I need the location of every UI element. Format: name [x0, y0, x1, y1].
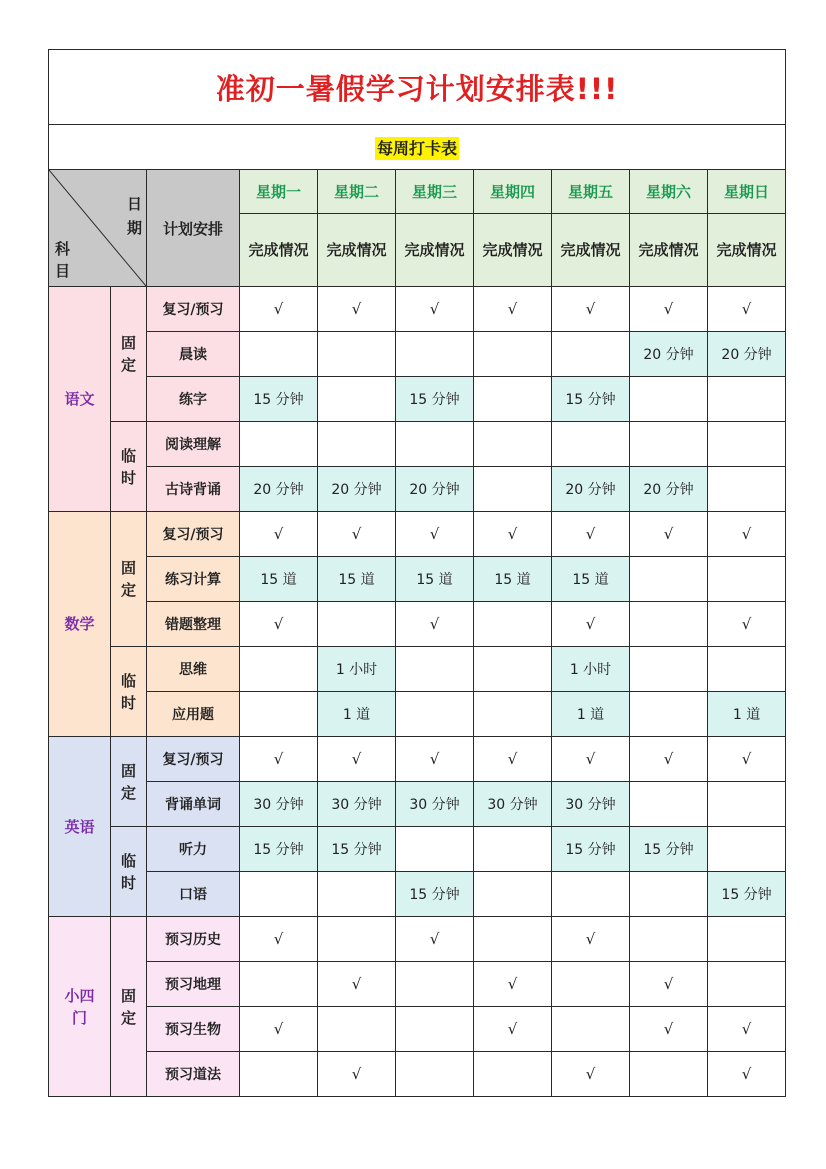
table-row	[49, 917, 786, 962]
schedule-cell	[396, 1052, 474, 1097]
table-row	[49, 287, 786, 332]
schedule-cell	[630, 647, 708, 692]
table-row	[49, 737, 786, 782]
group-label: 固 定	[111, 512, 147, 647]
table-row	[49, 782, 786, 827]
check-mark-cell: √	[630, 1007, 708, 1052]
check-mark-cell: √	[240, 287, 318, 332]
check-mark-cell: √	[396, 737, 474, 782]
table-row	[49, 377, 786, 422]
schedule-cell	[630, 872, 708, 917]
schedule-cell	[318, 377, 396, 422]
schedule-cell	[474, 422, 552, 467]
schedule-cell: 20 分钟	[240, 467, 318, 512]
group-label: 临 时	[111, 647, 147, 737]
schedule-cell	[474, 602, 552, 647]
check-mark-cell: √	[708, 287, 786, 332]
subtitle-cell	[49, 125, 786, 170]
schedule-cell	[474, 332, 552, 377]
schedule-cell	[474, 647, 552, 692]
schedule-cell	[396, 962, 474, 1007]
schedule-cell: 20 分钟	[708, 332, 786, 377]
check-mark-cell: √	[630, 737, 708, 782]
check-mark-cell: √	[474, 962, 552, 1007]
group-label: 固 定	[111, 287, 147, 422]
schedule-cell	[396, 1007, 474, 1052]
title-cell	[49, 50, 786, 125]
completion-status-header: 完成情况	[240, 214, 318, 287]
schedule-cell	[318, 602, 396, 647]
check-mark-cell: √	[396, 917, 474, 962]
schedule-cell: 15 道	[552, 557, 630, 602]
day-header: 星期日	[708, 170, 786, 214]
table-row	[49, 602, 786, 647]
check-mark-cell: √	[318, 962, 396, 1007]
check-mark-cell: √	[396, 512, 474, 557]
day-header: 星期三	[396, 170, 474, 214]
plan-item: 复习/预习	[147, 737, 240, 782]
check-mark-cell: √	[240, 1007, 318, 1052]
check-mark-cell: √	[708, 602, 786, 647]
plan-item: 预习地理	[147, 962, 240, 1007]
schedule-cell: 1 道	[318, 692, 396, 737]
schedule-cell	[708, 647, 786, 692]
check-mark-cell: √	[708, 737, 786, 782]
schedule-cell: 15 分钟	[552, 377, 630, 422]
check-mark-cell: √	[630, 287, 708, 332]
schedule-cell	[708, 917, 786, 962]
check-mark-cell: √	[474, 512, 552, 557]
schedule-cell	[630, 422, 708, 467]
table-row	[49, 467, 786, 512]
schedule-cell: 20 分钟	[630, 467, 708, 512]
plan-item: 预习道法	[147, 1052, 240, 1097]
schedule-cell	[708, 467, 786, 512]
schedule-cell	[474, 692, 552, 737]
schedule-cell: 15 分钟	[630, 827, 708, 872]
schedule-cell	[396, 692, 474, 737]
schedule-cell: 1 道	[552, 692, 630, 737]
check-mark-cell: √	[396, 287, 474, 332]
schedule-cell	[708, 557, 786, 602]
plan-item: 应用题	[147, 692, 240, 737]
check-mark-cell: √	[318, 287, 396, 332]
schedule-cell	[474, 872, 552, 917]
schedule-cell: 30 分钟	[318, 782, 396, 827]
subject-label: 小四 门	[49, 917, 111, 1097]
plan-item: 背诵单词	[147, 782, 240, 827]
completion-status-header: 完成情况	[630, 214, 708, 287]
group-label: 临 时	[111, 827, 147, 917]
schedule-cell: 20 分钟	[552, 467, 630, 512]
schedule-cell: 30 分钟	[552, 782, 630, 827]
schedule-cell: 1 小时	[552, 647, 630, 692]
schedule-cell	[396, 422, 474, 467]
schedule-cell	[474, 917, 552, 962]
completion-status-header: 完成情况	[474, 214, 552, 287]
completion-status-header: 完成情况	[396, 214, 474, 287]
plan-item: 练习计算	[147, 557, 240, 602]
schedule-cell: 30 分钟	[396, 782, 474, 827]
check-mark-cell: √	[630, 512, 708, 557]
subject-label: 语文	[49, 287, 111, 512]
plan-item: 预习生物	[147, 1007, 240, 1052]
corner-subject-label: 科 目	[55, 240, 71, 280]
plan-item: 口语	[147, 872, 240, 917]
schedule-cell	[708, 422, 786, 467]
check-mark-cell: √	[552, 602, 630, 647]
table-row	[49, 872, 786, 917]
table-row	[49, 422, 786, 467]
group-label: 固 定	[111, 737, 147, 827]
check-mark-cell: √	[240, 737, 318, 782]
table-row	[49, 692, 786, 737]
schedule-cell	[630, 1052, 708, 1097]
check-mark-cell: √	[474, 1007, 552, 1052]
plan-item: 练字	[147, 377, 240, 422]
schedule-cell: 1 道	[708, 692, 786, 737]
schedule-cell	[630, 917, 708, 962]
group-label: 临 时	[111, 422, 147, 512]
schedule-cell	[318, 1007, 396, 1052]
check-mark-cell: √	[630, 962, 708, 1007]
plan-header: 计划安排	[147, 170, 240, 287]
plan-item: 预习历史	[147, 917, 240, 962]
schedule-cell: 15 分钟	[396, 872, 474, 917]
schedule-cell	[474, 467, 552, 512]
schedule-cell	[630, 377, 708, 422]
schedule-cell: 30 分钟	[240, 782, 318, 827]
check-mark-cell: √	[552, 917, 630, 962]
page-title: 准初一暑假学习计划安排表!!!	[215, 71, 619, 106]
check-mark-cell: √	[240, 917, 318, 962]
schedule-cell	[240, 872, 318, 917]
check-mark-cell: √	[396, 602, 474, 647]
schedule-cell	[552, 332, 630, 377]
table-row	[49, 827, 786, 872]
completion-status-header: 完成情况	[552, 214, 630, 287]
day-header: 星期六	[630, 170, 708, 214]
schedule-cell	[474, 1052, 552, 1097]
plan-item: 思维	[147, 647, 240, 692]
schedule-cell	[630, 692, 708, 737]
plan-item: 阅读理解	[147, 422, 240, 467]
table-row	[49, 332, 786, 377]
completion-status-header: 完成情况	[708, 214, 786, 287]
check-mark-cell: √	[474, 287, 552, 332]
schedule-cell	[630, 602, 708, 647]
plan-item: 古诗背诵	[147, 467, 240, 512]
schedule-cell	[552, 962, 630, 1007]
completion-status-header: 完成情况	[318, 214, 396, 287]
plan-item: 听力	[147, 827, 240, 872]
day-header: 星期四	[474, 170, 552, 214]
check-mark-cell: √	[240, 602, 318, 647]
check-mark-cell: √	[708, 512, 786, 557]
check-mark-cell: √	[318, 1052, 396, 1097]
schedule-cell	[240, 647, 318, 692]
check-mark-cell: √	[552, 737, 630, 782]
corner-header	[49, 170, 147, 287]
table-row	[49, 962, 786, 1007]
table-row	[49, 1052, 786, 1097]
plan-item: 复习/预习	[147, 287, 240, 332]
schedule-cell	[240, 1052, 318, 1097]
schedule-cell	[630, 782, 708, 827]
check-mark-cell: √	[240, 512, 318, 557]
schedule-cell: 15 道	[396, 557, 474, 602]
subject-label: 数学	[49, 512, 111, 737]
check-mark-cell: √	[474, 737, 552, 782]
page-subtitle: 每周打卡表	[377, 138, 458, 158]
weekly-plan-table	[48, 49, 786, 1097]
schedule-cell	[474, 377, 552, 422]
schedule-cell	[396, 827, 474, 872]
check-mark-cell: √	[552, 512, 630, 557]
check-mark-cell: √	[552, 1052, 630, 1097]
schedule-cell	[552, 1007, 630, 1052]
schedule-cell	[708, 377, 786, 422]
schedule-cell: 15 分钟	[240, 377, 318, 422]
schedule-cell	[240, 332, 318, 377]
schedule-cell	[552, 422, 630, 467]
schedule-cell	[240, 962, 318, 1007]
schedule-cell	[318, 422, 396, 467]
check-mark-cell: √	[708, 1052, 786, 1097]
schedule-cell	[708, 827, 786, 872]
schedule-cell	[396, 647, 474, 692]
schedule-cell	[396, 332, 474, 377]
schedule-cell: 15 道	[318, 557, 396, 602]
table-row	[49, 1007, 786, 1052]
schedule-cell: 15 道	[474, 557, 552, 602]
schedule-cell: 15 分钟	[708, 872, 786, 917]
schedule-cell	[240, 422, 318, 467]
schedule-cell	[318, 332, 396, 377]
schedule-cell: 30 分钟	[474, 782, 552, 827]
schedule-cell	[318, 917, 396, 962]
day-header: 星期一	[240, 170, 318, 214]
corner-date-label: 日 期	[126, 195, 142, 237]
schedule-cell: 15 分钟	[552, 827, 630, 872]
check-mark-cell: √	[318, 737, 396, 782]
check-mark-cell: √	[318, 512, 396, 557]
schedule-cell: 20 分钟	[396, 467, 474, 512]
group-label: 固 定	[111, 917, 147, 1097]
table-row	[49, 647, 786, 692]
schedule-cell: 15 分钟	[318, 827, 396, 872]
schedule-cell: 1 小时	[318, 647, 396, 692]
day-header: 星期五	[552, 170, 630, 214]
schedule-cell: 20 分钟	[318, 467, 396, 512]
check-mark-cell: √	[708, 1007, 786, 1052]
schedule-cell	[240, 692, 318, 737]
plan-item: 错题整理	[147, 602, 240, 647]
schedule-cell	[552, 872, 630, 917]
subject-label: 英语	[49, 737, 111, 917]
schedule-cell: 15 道	[240, 557, 318, 602]
schedule-cell	[708, 962, 786, 1007]
schedule-cell	[630, 557, 708, 602]
table-row	[49, 557, 786, 602]
schedule-cell: 20 分钟	[630, 332, 708, 377]
day-header: 星期二	[318, 170, 396, 214]
table-row	[49, 512, 786, 557]
schedule-cell	[474, 827, 552, 872]
schedule-cell	[318, 872, 396, 917]
schedule-cell: 15 分钟	[240, 827, 318, 872]
plan-item: 晨读	[147, 332, 240, 377]
schedule-cell: 15 分钟	[396, 377, 474, 422]
plan-item: 复习/预习	[147, 512, 240, 557]
schedule-cell	[708, 782, 786, 827]
check-mark-cell: √	[552, 287, 630, 332]
